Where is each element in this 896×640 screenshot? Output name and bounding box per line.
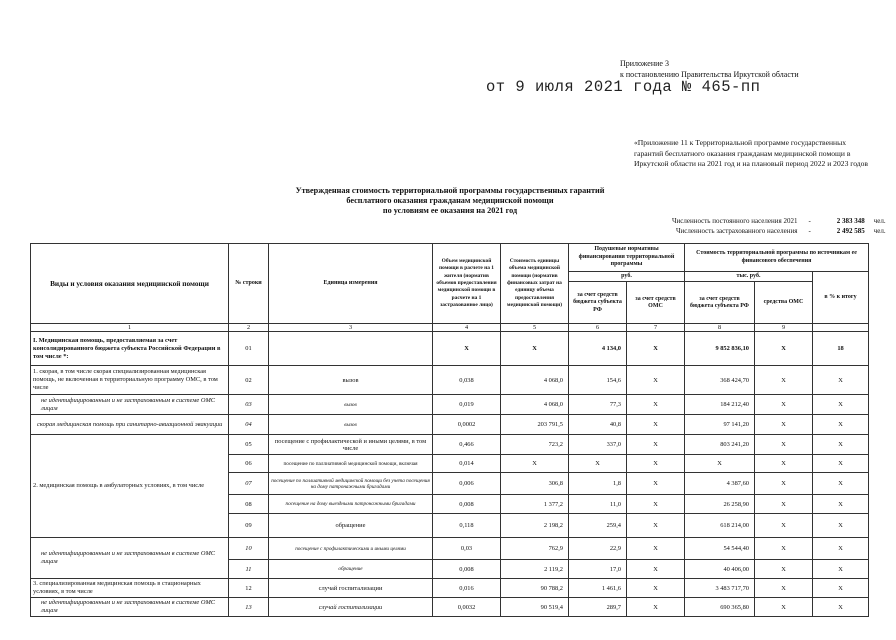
row-program-budget: 184 212,40 (685, 395, 755, 415)
program-note-line-1: «Приложение 11 к Территориальной программе государственных (634, 138, 846, 147)
row-volume: 0,118 (433, 514, 501, 538)
row-unit: посещение по паллиативной медицинской помощи без учета посещения на дому патронажными бригадами (269, 473, 433, 495)
program-note-line-2: гарантий бесплатного оказания гражданам медицинской помощи в (634, 148, 851, 158)
row-budget: 4 134,0 (569, 332, 627, 366)
row-unit (269, 332, 433, 366)
column-number: 4 (433, 324, 501, 332)
row-oms: Х (627, 514, 685, 538)
row-unit: случай госпитализации (269, 579, 433, 598)
row-budget: 154,6 (569, 366, 627, 395)
row-pct: Х (813, 415, 869, 435)
row-number: 09 (229, 514, 269, 538)
table-row (31, 332, 869, 366)
insured-value: 2 492 585 (836, 227, 865, 235)
column-number: 5 (501, 324, 569, 332)
row-program-budget: 9 852 836,10 (685, 332, 755, 366)
table-row (31, 415, 869, 435)
row-label: не идентифицированным и не застрахованным в системе ОМС лицам (31, 538, 229, 579)
row-cost: 2 119,2 (501, 560, 569, 579)
header-budget-rf: за счет средств бюджета субъекта РФ (569, 282, 627, 324)
row-program-budget: 54 544,40 (685, 538, 755, 560)
row-cost: 90 519,4 (501, 598, 569, 617)
column-number: 6 (569, 324, 627, 332)
row-program-budget: 97 141,20 (685, 415, 755, 435)
row-number: 02 (229, 366, 269, 395)
row-program-oms: Х (755, 395, 813, 415)
row-number: 10 (229, 538, 269, 560)
appendix-line-2: к постановлению Правительства Иркутской области (620, 70, 799, 79)
row-program-budget: 368 424,70 (685, 366, 755, 395)
row-volume: 0,014 (433, 455, 501, 473)
row-cost: 762,9 (501, 538, 569, 560)
row-cost: 2 198,2 (501, 514, 569, 538)
column-number: 7 (627, 324, 685, 332)
table-row (31, 598, 869, 617)
row-pct: Х (813, 366, 869, 395)
row-program-budget: 803 241,20 (685, 435, 755, 455)
row-program-oms: Х (755, 332, 813, 366)
row-unit: обращение (269, 560, 433, 579)
row-budget: 289,7 (569, 598, 627, 617)
row-unit: вызов (269, 366, 433, 395)
row-oms: Х (627, 415, 685, 435)
header-pct: в % к итогу (813, 272, 869, 324)
row-program-oms: Х (755, 598, 813, 617)
column-number: 3 (269, 324, 433, 332)
row-program-budget: 40 406,00 (685, 560, 755, 579)
row-volume: 0,038 (433, 366, 501, 395)
header-rub: руб. (569, 272, 685, 282)
row-pct: Х (813, 560, 869, 579)
row-label: не идентифицированным и не застрахованным в системе ОМС лицам (31, 598, 229, 617)
row-program-oms: Х (755, 514, 813, 538)
insured-dash: - (808, 227, 811, 235)
program-note-line-3: Иркутской области на 2021 год и на плановый период 2022 и 2023 годов (634, 159, 869, 168)
row-pct: Х (813, 538, 869, 560)
header-volume: Объем медицинской помощи в расчете на 1 жителя (норматив объемов предоставления медицинской помощи в расчете на 1 застрахованное лицо) (433, 244, 501, 324)
row-volume: 0,006 (433, 473, 501, 495)
row-oms: Х (627, 473, 685, 495)
row-budget: 22,9 (569, 538, 627, 560)
row-volume: 0,0002 (433, 415, 501, 435)
row-number: 05 (229, 435, 269, 455)
row-oms: Х (627, 538, 685, 560)
row-program-oms: Х (755, 538, 813, 560)
row-volume: 0,03 (433, 538, 501, 560)
row-label: 1. скорая, в том числе скорая специализированная медицинская помощь, не включенная в территориальную программу ОМС, в том числе (31, 366, 229, 395)
row-pct: Х (813, 579, 869, 598)
row-pct: Х (813, 395, 869, 415)
population-row (640, 216, 896, 226)
row-oms: Х (627, 560, 685, 579)
row-label: 3. специализированная медицинская помощь в стационарных условиях, в том числе (31, 579, 229, 598)
header-oms: за счет средств ОМС (627, 282, 685, 324)
row-budget: Х (569, 455, 627, 473)
row-oms: Х (627, 366, 685, 395)
row-number: 12 (229, 579, 269, 598)
row-unit: посещение по паллиативной медицинской помощи, включая (269, 455, 433, 473)
row-program-budget: 26 258,90 (685, 495, 755, 514)
row-program-oms: Х (755, 560, 813, 579)
row-label: скорая медицинская помощь при санитарно-авиационной эвакуации (31, 415, 229, 435)
row-volume: Х (433, 332, 501, 366)
row-unit: посещение с профилактическими и иными целями (269, 538, 433, 560)
row-program-oms: Х (755, 579, 813, 598)
column-number-row (31, 324, 869, 332)
row-volume: 0,008 (433, 495, 501, 514)
appendix-reference (620, 58, 799, 80)
population-value: 2 383 348 (836, 217, 865, 225)
header-row-no: № строки (229, 244, 269, 324)
row-cost: Х (501, 455, 569, 473)
title-line-1: Утвержденная стоимость территориальной программы государственных гарантий (295, 186, 605, 195)
population-label: Численность постоянного населения 2021 (671, 217, 798, 225)
row-program-oms: Х (755, 455, 813, 473)
row-oms: Х (627, 598, 685, 617)
row-number: 11 (229, 560, 269, 579)
header-oms-2: средства ОМС (755, 282, 813, 324)
row-oms: Х (627, 495, 685, 514)
row-volume: 0,466 (433, 435, 501, 455)
program-appendix-note (634, 138, 894, 170)
row-cost: 203 791,5 (501, 415, 569, 435)
document-title (280, 186, 620, 216)
row-program-oms: Х (755, 495, 813, 514)
row-unit: вызов (269, 395, 433, 415)
row-program-oms: Х (755, 366, 813, 395)
title-line-2: бесплатного оказания гражданам медицинской помощи (346, 196, 554, 205)
row-program-budget: 618 214,00 (685, 514, 755, 538)
row-budget: 40,8 (569, 415, 627, 435)
column-number: 1 (31, 324, 229, 332)
row-volume: 0,008 (433, 560, 501, 579)
population-unit: чел. (873, 217, 886, 225)
row-cost: 306,8 (501, 473, 569, 495)
header-cost: Стоимость единицы объема медицинской помощи (норматив финансовых затрат на единицу объема предоставления медицинской помощи) (501, 244, 569, 324)
row-pct: Х (813, 514, 869, 538)
header-unit: Единица измерения (269, 244, 433, 324)
row-number: 06 (229, 455, 269, 473)
row-unit: вызов (269, 415, 433, 435)
title-line-3: по условиям ее оказания на 2021 год (382, 206, 518, 215)
table-row (31, 366, 869, 395)
row-budget: 1,8 (569, 473, 627, 495)
population-dash: - (808, 217, 811, 225)
row-number: 08 (229, 495, 269, 514)
row-budget: 1 461,6 (569, 579, 627, 598)
row-unit: посещение с профилактической и иными целями, в том числе (269, 435, 433, 455)
row-oms: Х (627, 579, 685, 598)
row-program-budget: Х (685, 455, 755, 473)
row-pct: Х (813, 495, 869, 514)
row-volume: 0,0032 (433, 598, 501, 617)
row-program-budget: 3 483 717,70 (685, 579, 755, 598)
row-label: не идентифицированным и не застрахованным в системе ОМС лицам (31, 395, 229, 415)
row-cost: 90 788,2 (501, 579, 569, 598)
row-program-oms: Х (755, 435, 813, 455)
row-cost: 723,2 (501, 435, 569, 455)
row-budget: 259,4 (569, 514, 627, 538)
row-pct: 18 (813, 332, 869, 366)
row-volume: 0,019 (433, 395, 501, 415)
column-number: 9 (755, 324, 813, 332)
row-cost: 4 068,0 (501, 366, 569, 395)
table-row (31, 579, 869, 598)
row-program-budget: 690 365,80 (685, 598, 755, 617)
column-number: 2 (229, 324, 269, 332)
insured-unit: чел. (873, 227, 886, 235)
column-number (813, 324, 869, 332)
insured-population-row (640, 226, 896, 236)
column-number: 8 (685, 324, 755, 332)
row-oms: Х (627, 395, 685, 415)
table-row (31, 538, 869, 560)
header-per-capita: Подушевые нормативы финансирования территориальной программы (569, 244, 685, 272)
appendix-line-1: Приложение 3 (620, 59, 669, 68)
row-number: 07 (229, 473, 269, 495)
row-oms: Х (627, 455, 685, 473)
row-pct: Х (813, 473, 869, 495)
cost-table (30, 243, 869, 617)
row-cost: Х (501, 332, 569, 366)
row-cost: 4 068,0 (501, 395, 569, 415)
row-label: 2. медицинская помощь в амбулаторных условиях, в том числе (31, 435, 229, 538)
row-cost: 1 377,2 (501, 495, 569, 514)
insured-label: Численность застрахованного населения (676, 227, 798, 235)
row-unit: обращение (269, 514, 433, 538)
row-pct: Х (813, 435, 869, 455)
population-block (640, 216, 896, 236)
row-budget: 337,0 (569, 435, 627, 455)
row-number: 13 (229, 598, 269, 617)
row-budget: 77,3 (569, 395, 627, 415)
table-row (31, 395, 869, 415)
header-kinds: Виды и условия оказания медицинской помощи (31, 244, 229, 324)
row-program-oms: Х (755, 473, 813, 495)
row-number: 03 (229, 395, 269, 415)
row-volume: 0,016 (433, 579, 501, 598)
header-budget-rf-2: за счет средств бюджета субъекта РФ (685, 282, 755, 324)
row-oms: Х (627, 435, 685, 455)
row-program-budget: 4 387,60 (685, 473, 755, 495)
row-pct: Х (813, 598, 869, 617)
table-row (31, 435, 869, 455)
row-oms: Х (627, 332, 685, 366)
row-unit: случай госпитализации (269, 598, 433, 617)
row-label: I. Медицинская помощь, предоставляемая за счет консолидированного бюджета субъекта Российской Федерации в том числе *: (31, 332, 229, 366)
row-number: 01 (229, 332, 269, 366)
row-budget: 11,0 (569, 495, 627, 514)
date-stamp: от 9 июля 2021 года № 465-пп (486, 78, 761, 96)
header-thous-rub: тыс. руб. (685, 272, 813, 282)
row-number: 04 (229, 415, 269, 435)
row-budget: 17,0 (569, 560, 627, 579)
header-cost-program: Стоимость территориальной программы по источникам ее финансового обеспечения (685, 244, 869, 272)
row-pct: Х (813, 455, 869, 473)
row-program-oms: Х (755, 415, 813, 435)
row-unit: посещение на дому выездными патронажными бригадами (269, 495, 433, 514)
